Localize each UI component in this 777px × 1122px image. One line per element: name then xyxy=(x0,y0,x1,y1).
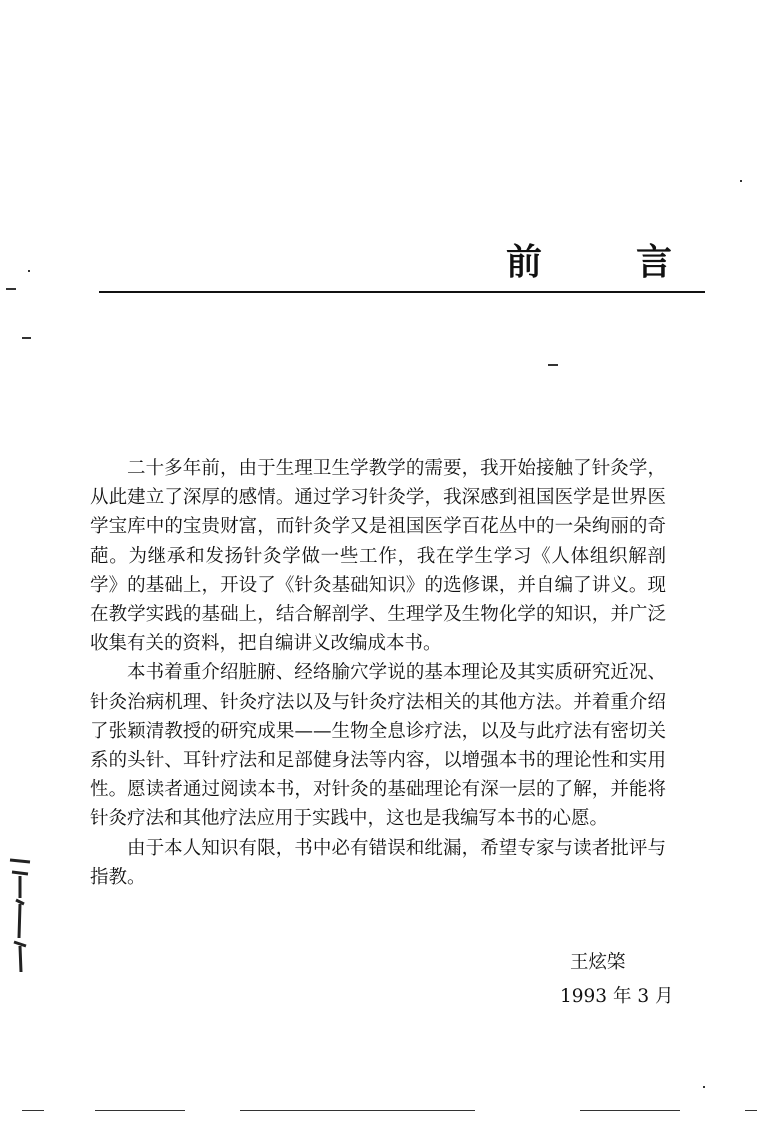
margin-scan-mark xyxy=(8,858,32,976)
scan-speck xyxy=(548,364,558,366)
footer-rule-3 xyxy=(240,1110,475,1111)
title-char-1: 前 xyxy=(506,242,543,283)
signature-date: 1993 年 3 月 xyxy=(560,986,674,1007)
scan-speck xyxy=(740,180,742,182)
scan-speck xyxy=(703,1086,705,1088)
footer-rule-4 xyxy=(580,1110,680,1111)
scan-speck xyxy=(22,337,31,339)
footer-rule-5 xyxy=(745,1110,757,1111)
signature-block xyxy=(560,946,700,1014)
paragraph-2: 本书着重介绍脏腑、经络腧穴学说的基本理论及其实质研究近况、针灸治病机理、针灸疗法以及与针灸疗法相关的其他方法。并着重介绍了张颖清教授的研究成果——生物全息诊疗法，以及与此疗法有密切关系的头针、耳针疗法和足部健身法等内容，以增强本书的理论性和实用性。愿读者通过阅读本书，对针灸的基础理论有深一层的了解，并能将针灸疗法和其他疗法应用于实践中，这也是我编写本书的心愿。 xyxy=(90,662,666,830)
title-underline xyxy=(99,291,705,293)
paragraph-3: 由于本人知识有限，书中必有错误和纰漏，希望专家与读者批评与指教。 xyxy=(90,837,666,888)
paragraph-1: 二十多年前，由于生理卫生学教学的需要，我开始接触了针灸学，从此建立了深厚的感情。通过学习针灸学，我深感到祖国医学是世界医学宝库中的宝贵财富，而针灸学又是祖国医学百花丛中的一朵绚丽的奇葩。为继承和发扬针灸学做一些工作，我在学生学习《人体组织解剖学》的基础上，开设了《针灸基础知识》的选修课，并自编了讲义。现在教学实践的基础上，结合解剖学、生理学及生物化学的知识，并广泛收集有关的资料，把自编讲义改编成本书。 xyxy=(90,458,666,655)
page-title xyxy=(506,238,672,288)
footer-rule-2 xyxy=(95,1110,185,1111)
scan-speck xyxy=(6,288,16,290)
scan-speck xyxy=(28,270,30,272)
author-name: 王炫棨 xyxy=(570,952,626,973)
preface-body xyxy=(90,454,666,892)
footer-rule-1 xyxy=(22,1110,44,1111)
title-char-2: 言 xyxy=(635,242,672,283)
